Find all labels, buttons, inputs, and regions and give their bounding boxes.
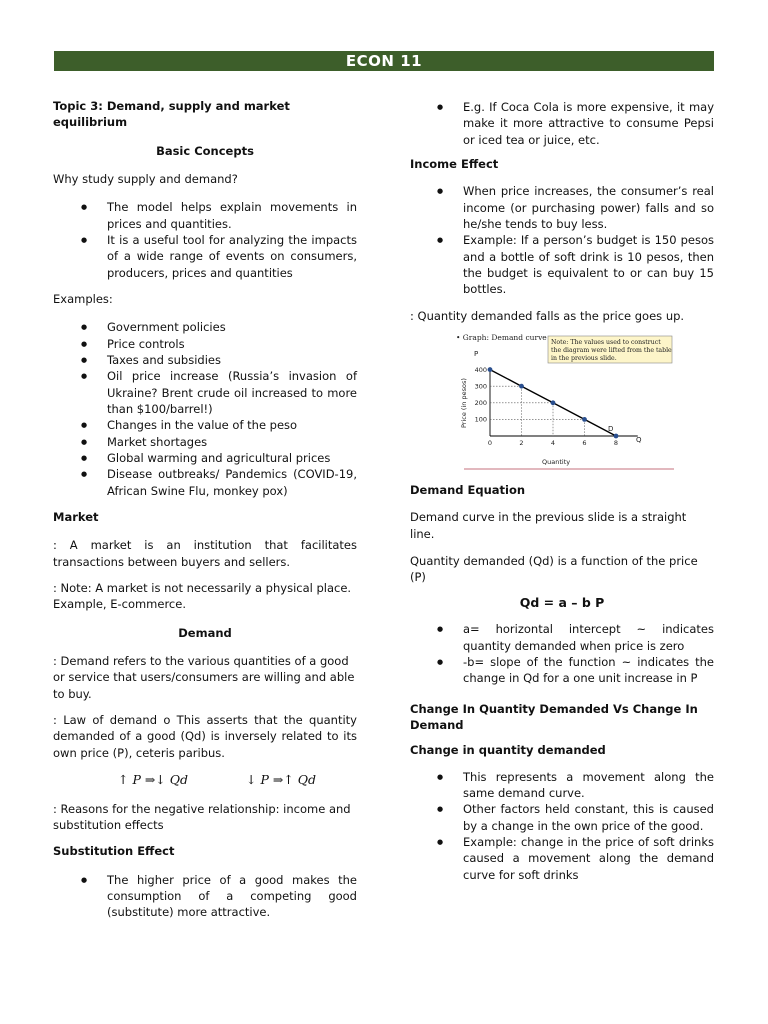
chart-note-line: in the previous slide.	[551, 354, 617, 362]
x-tick-label: 8	[613, 438, 619, 447]
equation-terms-list	[410, 621, 714, 686]
list-item: ● Price controls	[53, 336, 357, 352]
reasons-text: : Reasons for the negative relationship: income and substitution effects	[53, 801, 351, 832]
chart-title: • Graph: Demand curve	[456, 332, 547, 342]
data-point	[488, 367, 493, 372]
demand-heading: Demand	[178, 625, 232, 640]
examples-label: Examples:	[53, 291, 113, 306]
formula-price-down: ↓ P ⇒↑ Qd	[246, 771, 317, 787]
quantity-falls-text: : Quantity demanded falls as the price goes up.	[410, 308, 685, 323]
data-point	[582, 417, 587, 422]
demand-curve-svg	[454, 330, 678, 470]
data-point	[519, 384, 524, 389]
x-tick-label: 6	[582, 438, 587, 447]
list-item: ● Changes in the value of the peso	[53, 417, 357, 433]
y-tick-label: 100	[474, 415, 487, 424]
demand-definition: : Demand refers to the various quantities of a good or service that users/consumers are willing and able to buy.	[53, 653, 355, 701]
list-item: ● Global warming and agricultural prices	[53, 450, 357, 466]
basic-concepts-heading: Basic Concepts	[156, 143, 254, 158]
substitution-heading: Substitution Effect	[53, 844, 175, 859]
y-tick-label: 400	[474, 365, 487, 374]
market-heading: Market	[53, 509, 99, 524]
x-tick-label: 0	[487, 438, 493, 447]
list-item: ● -b= slope of the function ~ indicates the change in Qd for a one unit increase in P	[410, 654, 714, 687]
curve-label: D	[608, 424, 614, 433]
change-qd-list	[410, 769, 714, 883]
why-study-list	[53, 199, 357, 281]
x-axis-label: Quantity	[542, 457, 571, 466]
list-item: ● Example: change in the price of soft drinks caused a movement along the demand curve for soft drinks	[410, 834, 714, 883]
list-item: ● Oil price increase (Russia’s invasion of Ukraine? Brent crude oil increased to more than $100/barrel!)	[53, 368, 357, 417]
demand-curve-chart	[454, 330, 678, 470]
change-heading: Change In Quantity Demanded Vs Change In Demand	[410, 701, 698, 732]
document-title: ECON 11	[345, 52, 423, 70]
income-effect-heading: Income Effect	[410, 156, 499, 171]
why-study-question: Why study supply and demand?	[53, 171, 238, 186]
demand-equation-text: Demand curve in the previous slide is a straight line.	[410, 510, 687, 541]
list-item: ● Market shortages	[53, 434, 357, 450]
law-of-demand: : Law of demand o This asserts that the quantity demanded of a good (Qd) is inversely related to its own price (P), ceteris paribus.	[53, 712, 357, 760]
income-effect-list	[410, 183, 714, 297]
left-column	[53, 98, 357, 931]
x-axis-letter: Q	[636, 435, 642, 444]
examples-list	[53, 319, 357, 499]
y-axis-label: Price (in pesos)	[460, 378, 468, 428]
y-tick-label: 300	[474, 382, 487, 391]
list-item: ● a= horizontal intercept ~ indicates quantity demanded when price is zero	[410, 621, 714, 654]
formula-price-up: ↑ P ⇒↓ Qd	[118, 771, 189, 787]
list-item: ● This represents a movement along the same demand curve.	[410, 769, 714, 802]
list-item: ● E.g. If Coca Cola is more expensive, it may make it more attractive to consume Pepsi or iced tea or juice, etc.	[410, 99, 714, 148]
substitution-list	[53, 872, 357, 921]
list-item: ● Example: If a person’s budget is 150 pesos and a bottle of soft drink is 10 pesos, then the budget is equivalent to or can buy 15 bottles.	[410, 232, 714, 297]
substitution-continued-list	[410, 99, 714, 148]
list-item: ● Taxes and subsidies	[53, 352, 357, 368]
market-definition: : A market is an institution that facilitates transactions between buyers and sellers.	[53, 538, 357, 569]
y-axis-letter: P	[474, 349, 479, 358]
right-column	[410, 99, 714, 893]
topic-title: Topic 3: Demand, supply and market equilibrium	[53, 99, 290, 130]
x-tick-label: 4	[550, 438, 556, 447]
list-item: ● Other factors held constant, this is caused by a change in the own price of the good.	[410, 801, 714, 834]
list-item: ● The model helps explain movements in prices and quantities.	[53, 199, 357, 232]
x-tick-label: 2	[519, 438, 524, 447]
y-tick-label: 200	[474, 399, 487, 408]
data-point	[551, 400, 556, 405]
chart-note-line: the diagram were lifted from the table	[551, 346, 672, 354]
list-item: ● Government policies	[53, 319, 357, 335]
change-qd-heading: Change in quantity demanded	[410, 743, 606, 758]
data-point	[614, 434, 619, 439]
list-item: ● When price increases, the consumer’s real income (or purchasing power) falls and so he/she tends to buy less.	[410, 183, 714, 232]
list-item: ● Disease outbreaks/ Pandemics (COVID-19, African Swine Flu, monkey pox)	[53, 466, 357, 499]
law-of-demand-formulas	[53, 771, 357, 789]
list-item: ● The higher price of a good makes the consumption of a competing good (substitute) more attractive.	[53, 872, 357, 921]
demand-function-text: Quantity demanded (Qd) is a function of the price (P)	[410, 553, 698, 585]
header-bar	[54, 51, 714, 71]
demand-equation: Qd = a – b P	[519, 594, 605, 610]
list-item: ● It is a useful tool for analyzing the impacts of a wide range of events on consumers, producers, prices and quantities	[53, 232, 357, 281]
market-note: : Note: A market is not necessarily a physical place. Example, E-commerce.	[53, 580, 352, 612]
demand-equation-heading: Demand Equation	[410, 482, 526, 497]
chart-note-line: Note: The values used to construct	[551, 338, 661, 346]
